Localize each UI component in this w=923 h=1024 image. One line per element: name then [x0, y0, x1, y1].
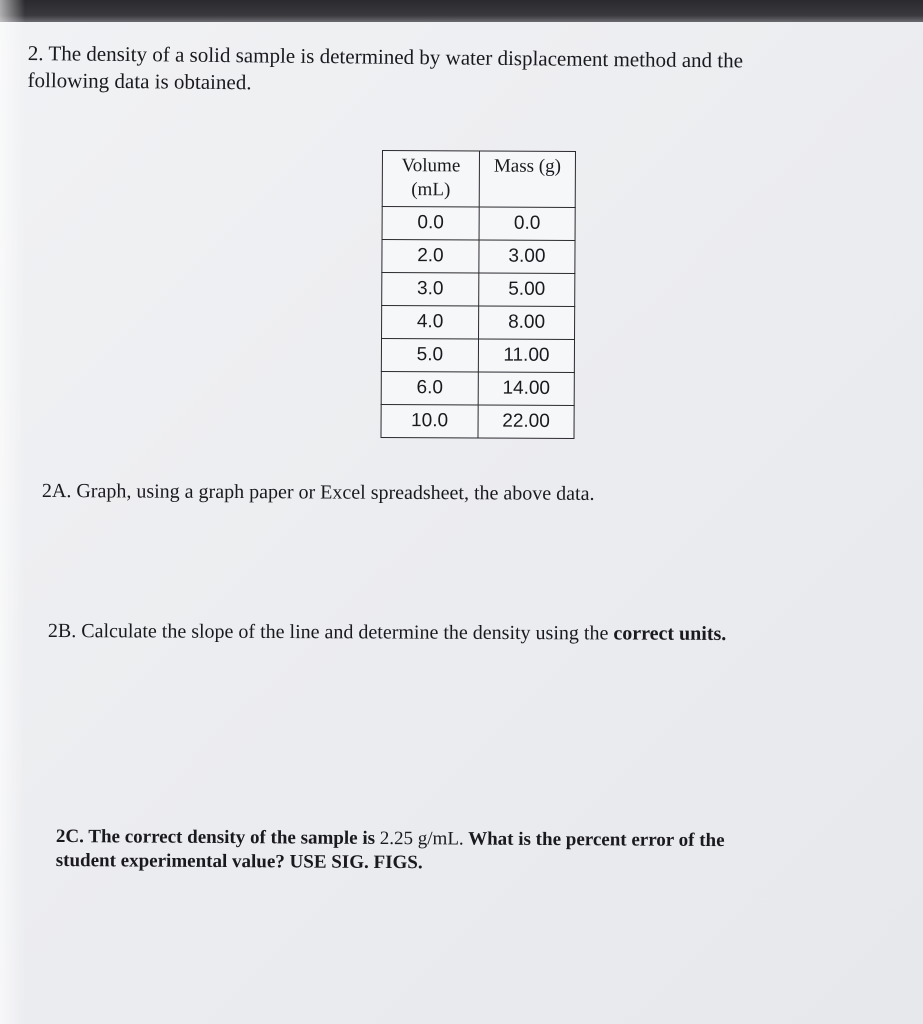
volume-cell: 2.0: [382, 240, 479, 274]
mass-cell: 3.00: [479, 240, 575, 274]
question-2-intro: [27, 40, 898, 103]
data-table: [380, 150, 576, 439]
table-row: [382, 306, 575, 340]
volume-cell: 5.0: [381, 339, 478, 373]
question-2c-text-start: The correct density of the sample is: [88, 826, 376, 849]
question-2c: [56, 825, 876, 878]
question-2b: [48, 620, 726, 646]
volume-cell: 0.0: [382, 207, 479, 241]
question-2b-text: Calculate the slope of the line and determine the density using the: [81, 620, 609, 645]
screen-top-bezel: [0, 0, 923, 22]
question-number: 2.: [27, 40, 44, 66]
mass-cell: 11.00: [478, 339, 574, 373]
table-row: [382, 273, 575, 307]
question-2a-text: Graph, using a graph paper or Excel spreadsheet, the above data.: [76, 480, 595, 505]
screen-glare: [0, 0, 25, 1024]
header-mass: Mass (g): [479, 151, 575, 208]
question-2a-label: 2A.: [41, 480, 72, 503]
table-row: [381, 371, 574, 405]
question-2b-label: 2B.: [47, 620, 77, 643]
question-2c-text-end: What is the percent error of the: [468, 828, 725, 852]
volume-cell: 4.0: [382, 306, 479, 340]
mass-cell: 0.0: [479, 207, 575, 241]
question-2a: [42, 480, 595, 506]
volume-cell: 10.0: [381, 404, 478, 438]
mass-cell: 22.00: [478, 405, 574, 439]
header-volume: Volume (mL): [382, 151, 479, 208]
question-text-line2: following data is obtained.: [27, 67, 252, 95]
table-row: [381, 339, 574, 373]
volume-cell: 6.0: [381, 371, 478, 405]
question-2c-label: 2C.: [55, 826, 84, 848]
question-2b-emphasis: correct units.: [613, 622, 727, 645]
table-row: [382, 240, 575, 274]
table-header-row: [382, 151, 575, 208]
mass-cell: 8.00: [479, 306, 575, 340]
mass-cell: 14.00: [478, 372, 574, 406]
table-row: [381, 404, 574, 438]
table-row: [382, 207, 575, 241]
question-text-line1: The density of a solid sample is determined by water displacement method and the: [48, 41, 744, 73]
mass-cell: 5.00: [479, 273, 575, 307]
question-2c-value: 2.25 g/mL.: [379, 827, 464, 850]
volume-cell: 3.0: [382, 273, 479, 307]
question-2c-line2: student experimental value? USE SIG. FIGS.: [55, 849, 423, 874]
